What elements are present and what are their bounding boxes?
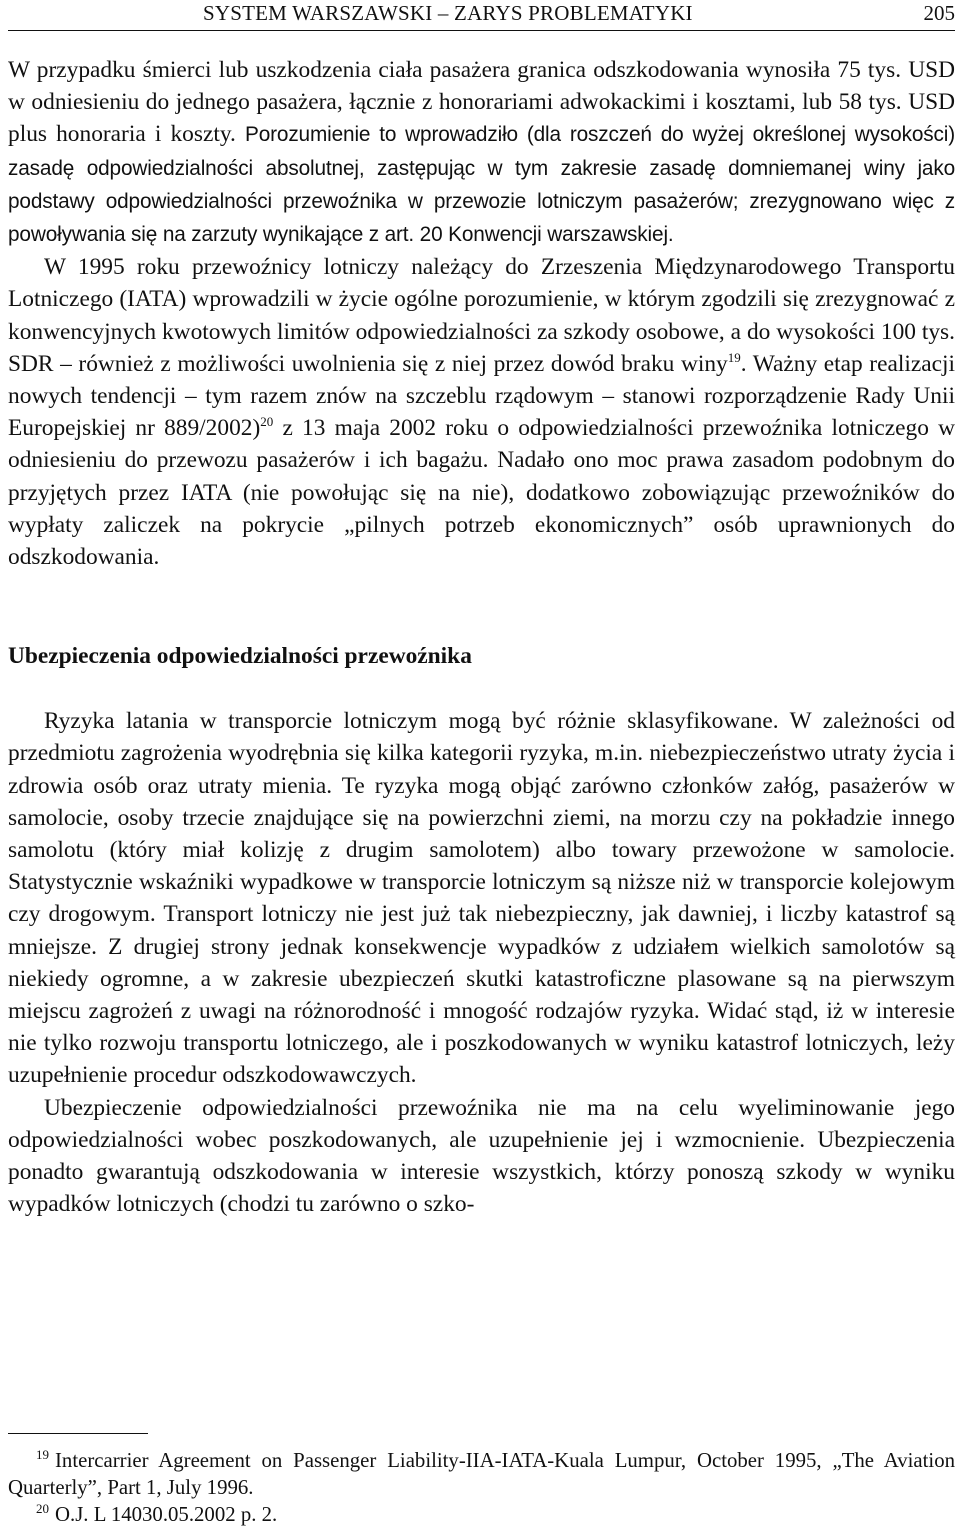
running-title: SYSTEM WARSZAWSKI – ZARYS PROBLEMATYKI [203,1,693,25]
paragraph-1-part-a: W przypadku śmierci lub uszkodzenia ciała pasażera granica odszkodowania wynosiła 75 tys. USD w odniesieniu do jednego pasażera, łącznie z honorariami adwokackimi i kosztami, lub 58 tys. USD plus honoraria i koszty. [8,57,955,148]
footnote-number: 19 [36,1447,49,1462]
paragraph-1 [8,54,955,251]
paragraph-2-sentence-2: . Ważny etap realizacji nowych tendencji – tym razem znów na szczeblu rządowym – stanowi rozporządzenie Rady Unii Europejskiej nr 889/2002) [8,350,956,442]
footnotes [8,1447,955,1528]
paragraph-2-sentence-3: z 13 maja 2002 roku o odpowiedzialności przewoźnika lotniczego w odniesieniu do przewozu pasażerów i ich bagażu. Nadało ono moc prawa zasadom podobnym do przyjętych przez IATA (nie powołując się na nie), dodatkowo zobowiązując przewoźników do wypłaty zaliczek na pokrycie „pilnych potrzeb ekonomicznych” osób uprawnionych do odszkodowania. [8,415,956,571]
footnote-19 [8,1447,955,1501]
footnote-text: Intercarrier Agreement on Passenger Liability-IIA-IATA-Kuala Lumpur, October 1995, „The Aviation Quarterly”, Part 1, July 1996. [8,1449,955,1499]
page-number: 205 [923,1,955,25]
paragraph-2-sentence-1: W 1995 roku przewoźnicy lotniczy należący do Zrzeszenia Międzynarodowego Transportu Lotniczego (IATA) wprowadzili w życie ogólne porozumienie, w którym zgodzili się zrezygnować z konwencyjnych kwotowych limitów odpowiedzialności za szkody osobowe, a do wysokości 100 tys. SDR – również z możliwości uwolnienia się z niej przez dowód braku winy [8,254,955,377]
footnote-separator [8,1433,148,1434]
running-header [8,0,955,31]
paragraph-1-part-b: Porozumienie to wprowadziło (dla roszczeń do wyżej określonej wysokości) zasadę odpowiedzialności absolutnej, zastępując w tym zakresie zasadę domniemanej winy jako podstawy odpowiedzialności przewoźnika w przewozie lotniczym pasażerów; zrezygnowano więc z powoływania się na zarzuty wynikające z art. 20 Konwencji warszawskiej. [8,123,955,247]
paragraph-4: Ubezpieczenie odpowiedzialności przewoźnika nie ma na celu wyeliminowanie jego odpowiedzialności wobec poszkodowanych, ale uzupełnienie jej i wzmocnienie. Ubezpieczenia ponadto gwarantują odszkodowania w interesie wszystkich, którzy ponoszą szkody w wyniku wypadków lotniczych (chodzi tu zarówno o szko- [8,1094,955,1218]
paragraph-2 [8,251,955,573]
section-heading: Ubezpieczenia odpowiedzialności przewoźnika [8,643,472,670]
footnote-text: O.J. L 14030.05.2002 p. 2. [55,1503,278,1526]
footnote-ref-20[interactable]: 20 [260,414,274,430]
document-page [8,0,956,1526]
paragraph-3: Ryzyka latania w transporcie lotniczym mogą być różnie sklasyfikowane. W zależności od przedmiotu zagrożenia wyodrębnia się kilka kategorii ryzyka, m.in. niebezpieczeństwo utraty życia i zdrowia osób oraz utraty mienia. Te ryzyka mogą objąć zarówno członków załóg, pasażerów w samolocie, osoby trzecie znajdujące się na powierzchni ziemi, na morzu czy na pokładzie innego samolotu (który miał kolizję z drugim samolotem) albo towary przewożone w samolocie. Statystycznie wskaźniki wypadkowe w transporcie lotniczym są niższe niż w transporcie kolejowym czy drogowym. Transport lotniczy nie jest już tak niebezpieczny, jak dawniej, i liczby katastrof są mniejsze. Z drugiej strony jednak konsekwencje wypadków z udziałem wielkich samolotów są niekiedy ogromne, a w zakresie ubezpieczeń skutki katastroficzne plasowane są na pierwszym miejscu zagrożeń z uwagi na różnorodność i mnogość rodzajów ryzyka. Widać stąd, iż w interesie nie tylko rozwoju transportu lotniczego, ale i poszkodowanych w wyniku katastrof lotniczych, leży uzupełnienie procedur odszkodowawczych. [8,708,955,1089]
footnote-ref-19[interactable]: 19 [727,349,741,365]
footnote-number: 20 [36,1501,49,1516]
footnote-20 [8,1501,955,1528]
